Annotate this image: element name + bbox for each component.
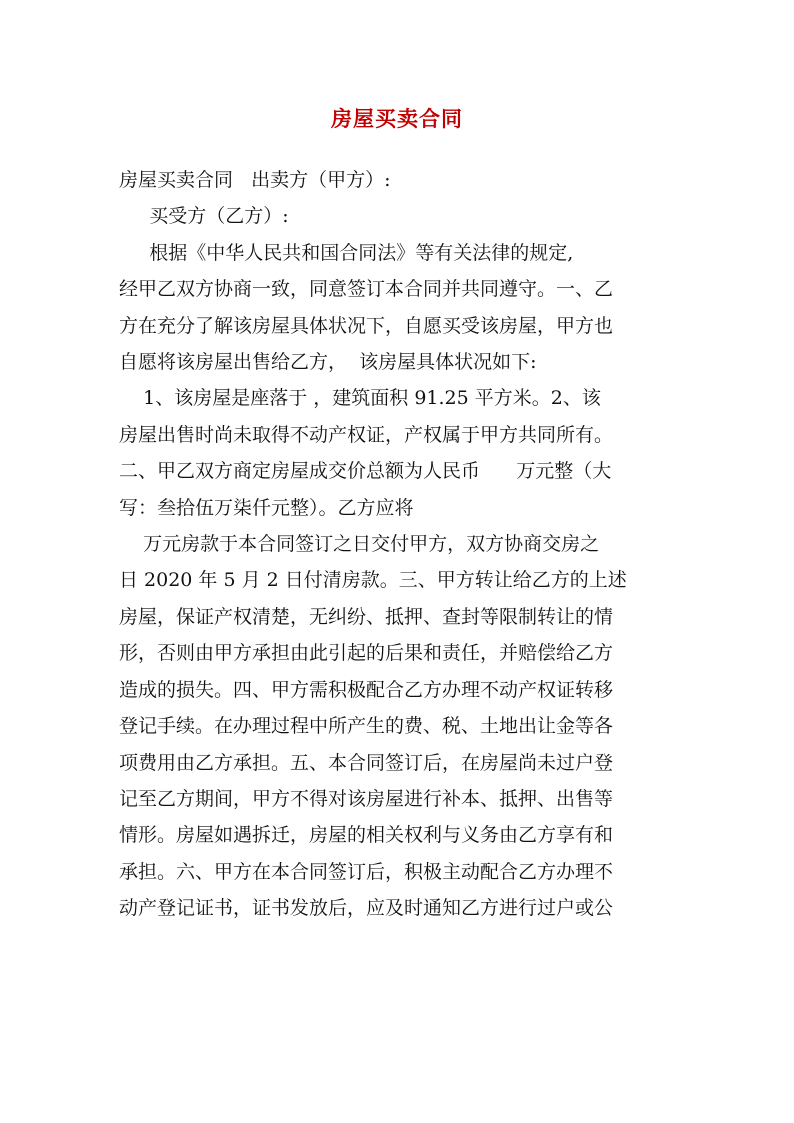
- body-line: 登记手续。在办理过程中所产生的费、税、土地出让金等各: [119, 715, 614, 738]
- body-line: 项费用由乙方承担。五、本合同签订后，在房屋尚未过户登: [119, 751, 614, 774]
- document-body: [119, 162, 677, 927]
- body-line: 房屋，保证产权清楚，无纠纷、抵押、查封等限制转让的情: [119, 605, 614, 628]
- body-line: 情形。房屋如遇拆迁，房屋的相关权利与义务由乙方享有和: [119, 824, 614, 847]
- body-line: 动产登记证书，证书发放后，应及时通知乙方进行过户或公: [119, 897, 614, 920]
- body-line: 房屋买卖合同 出卖方（甲方）:: [119, 169, 391, 191]
- body-line: 写：叁拾伍万柒仟元整）。乙方应将: [119, 496, 414, 519]
- body-line: 造成的损失。四、甲方需积极配合乙方办理不动产权证转移: [119, 678, 614, 701]
- body-line: 万元房款于本合同签订之日交付甲方，双方协商交房之: [119, 533, 600, 556]
- body-line: 买受方（乙方）:: [119, 205, 289, 228]
- body-line: 自愿将该房屋出售给乙方， 该房屋具体状况如下:: [119, 351, 537, 374]
- body-line: 1、该房屋是座落于 ，建筑面积 91.25 平方米。2、该: [119, 387, 601, 410]
- body-line: 形，否则由甲方承担由此引起的后果和责任，并赔偿给乙方: [119, 642, 614, 665]
- body-line: 日 2020 年 5 月 2 日付清房款。三、甲方转让给乙方的上述: [119, 569, 627, 592]
- body-line: 经甲乙双方协商一致，同意签订本合同并共同遵守。一、乙: [119, 278, 614, 301]
- body-line: 方在充分了解该房屋具体状况下，自愿买受该房屋，甲方也: [119, 314, 614, 337]
- document-title: 房屋买卖合同: [331, 106, 463, 131]
- body-line: 记至乙方期间，甲方不得对该房屋进行补本、抵押、出售等: [119, 787, 614, 810]
- body-line: 二、甲乙双方商定房屋成交价总额为人民币 万元整（大: [119, 460, 612, 483]
- body-line: 承担。六、甲方在本合同签订后，积极主动配合乙方办理不: [119, 860, 614, 883]
- body-line: 根据《中华人民共和国合同法》等有关法律的规定,: [119, 241, 574, 264]
- body-line: 房屋出售时尚未取得不动产权证，产权属于甲方共同所有。: [119, 423, 614, 446]
